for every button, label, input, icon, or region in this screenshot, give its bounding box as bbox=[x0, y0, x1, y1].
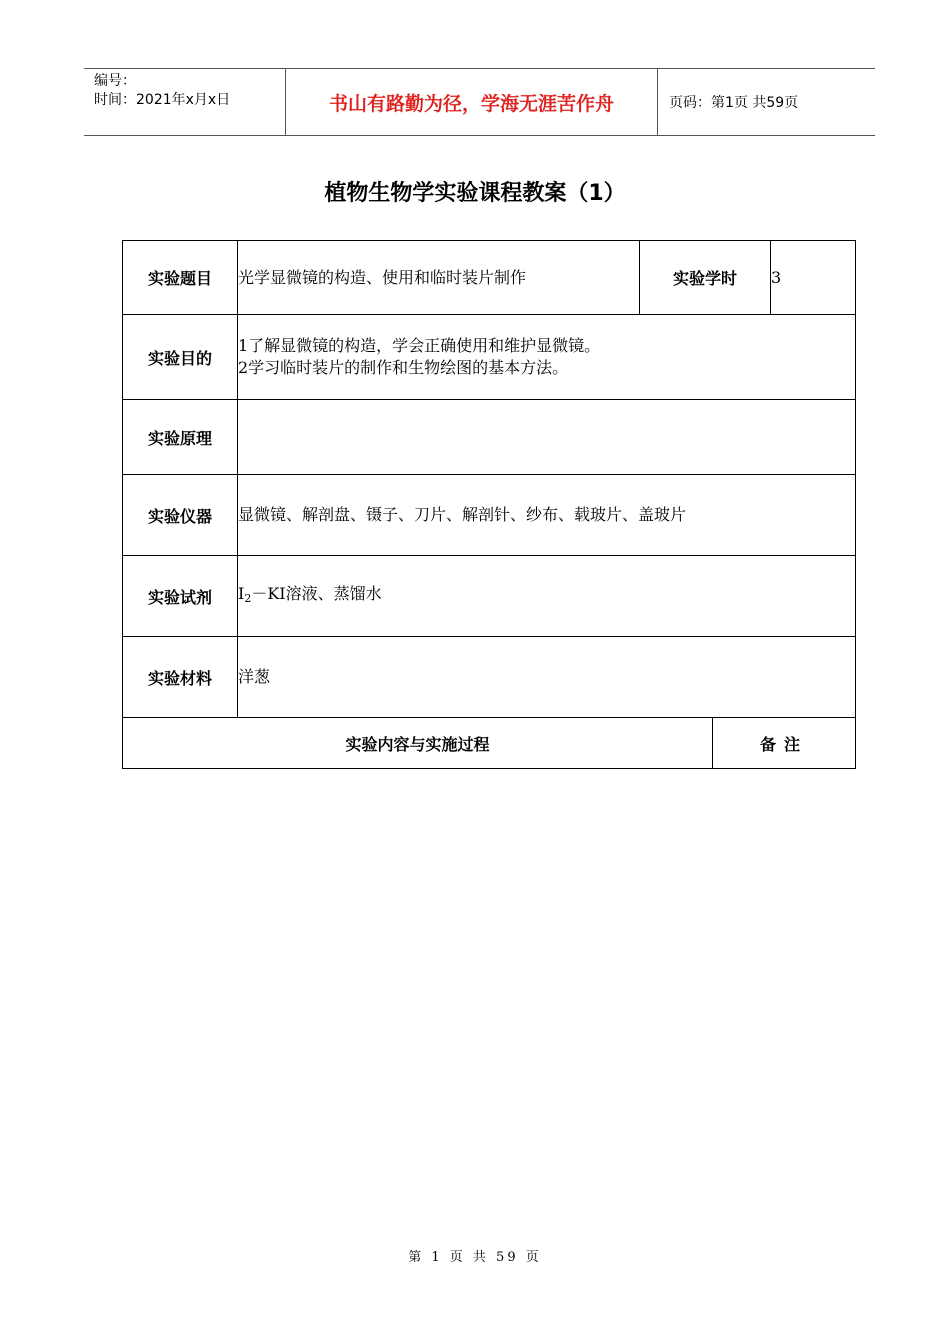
instruments-value: 显微镜、解剖盘、镊子、刀片、解剖针、纱布、载玻片、盖玻片 bbox=[238, 475, 856, 556]
reagent-formula-subscript: 2 bbox=[244, 591, 252, 605]
purpose-line: 1了解显微镜的构造，学会正确使用和维护显微镜。 bbox=[238, 336, 601, 355]
remark-header: 备注 bbox=[713, 718, 856, 769]
page-header bbox=[84, 68, 875, 136]
content-header: 实验内容与实施过程 bbox=[123, 718, 713, 769]
header-page-code: 页码：第1页 共59页 bbox=[669, 95, 799, 111]
table-row bbox=[123, 241, 856, 315]
reagent-rest: －KI溶液、蒸馏水 bbox=[251, 583, 382, 603]
header-motto: 书山有路勤为径，学海无涯苦作舟 bbox=[285, 69, 658, 135]
materials-value: 洋葱 bbox=[238, 637, 856, 718]
time-label: 时间：2021年x月x日 bbox=[94, 92, 231, 108]
reagents-value bbox=[238, 556, 856, 637]
table-row bbox=[123, 718, 856, 769]
table-row bbox=[123, 315, 856, 400]
purpose-label: 实验目的 bbox=[123, 315, 238, 400]
hours-label: 实验学时 bbox=[640, 241, 771, 315]
document-title: 植物生物学实验课程教案（1） bbox=[324, 181, 626, 206]
serial-label: 编号： bbox=[94, 73, 136, 89]
header-meta bbox=[94, 72, 284, 110]
topic-label: 实验题目 bbox=[123, 241, 238, 315]
purpose-line: 2学习临时装片的制作和生物绘图的基本方法。 bbox=[238, 358, 569, 377]
materials-label: 实验材料 bbox=[123, 637, 238, 718]
table-row bbox=[123, 637, 856, 718]
lesson-plan-table bbox=[122, 240, 856, 769]
principle-value bbox=[238, 400, 856, 475]
table-row bbox=[123, 556, 856, 637]
table-row bbox=[123, 400, 856, 475]
table-row bbox=[123, 475, 856, 556]
reagents-label: 实验试剂 bbox=[123, 556, 238, 637]
topic-value: 光学显微镜的构造、使用和临时装片制作 bbox=[238, 241, 640, 315]
purpose-value bbox=[238, 315, 856, 400]
principle-label: 实验原理 bbox=[123, 400, 238, 475]
reagent-formula-base: I bbox=[238, 583, 245, 603]
page-footer: 第 1 页 共 59 页 bbox=[408, 1250, 542, 1265]
instruments-label: 实验仪器 bbox=[123, 475, 238, 556]
hours-value: 3 bbox=[771, 241, 856, 315]
